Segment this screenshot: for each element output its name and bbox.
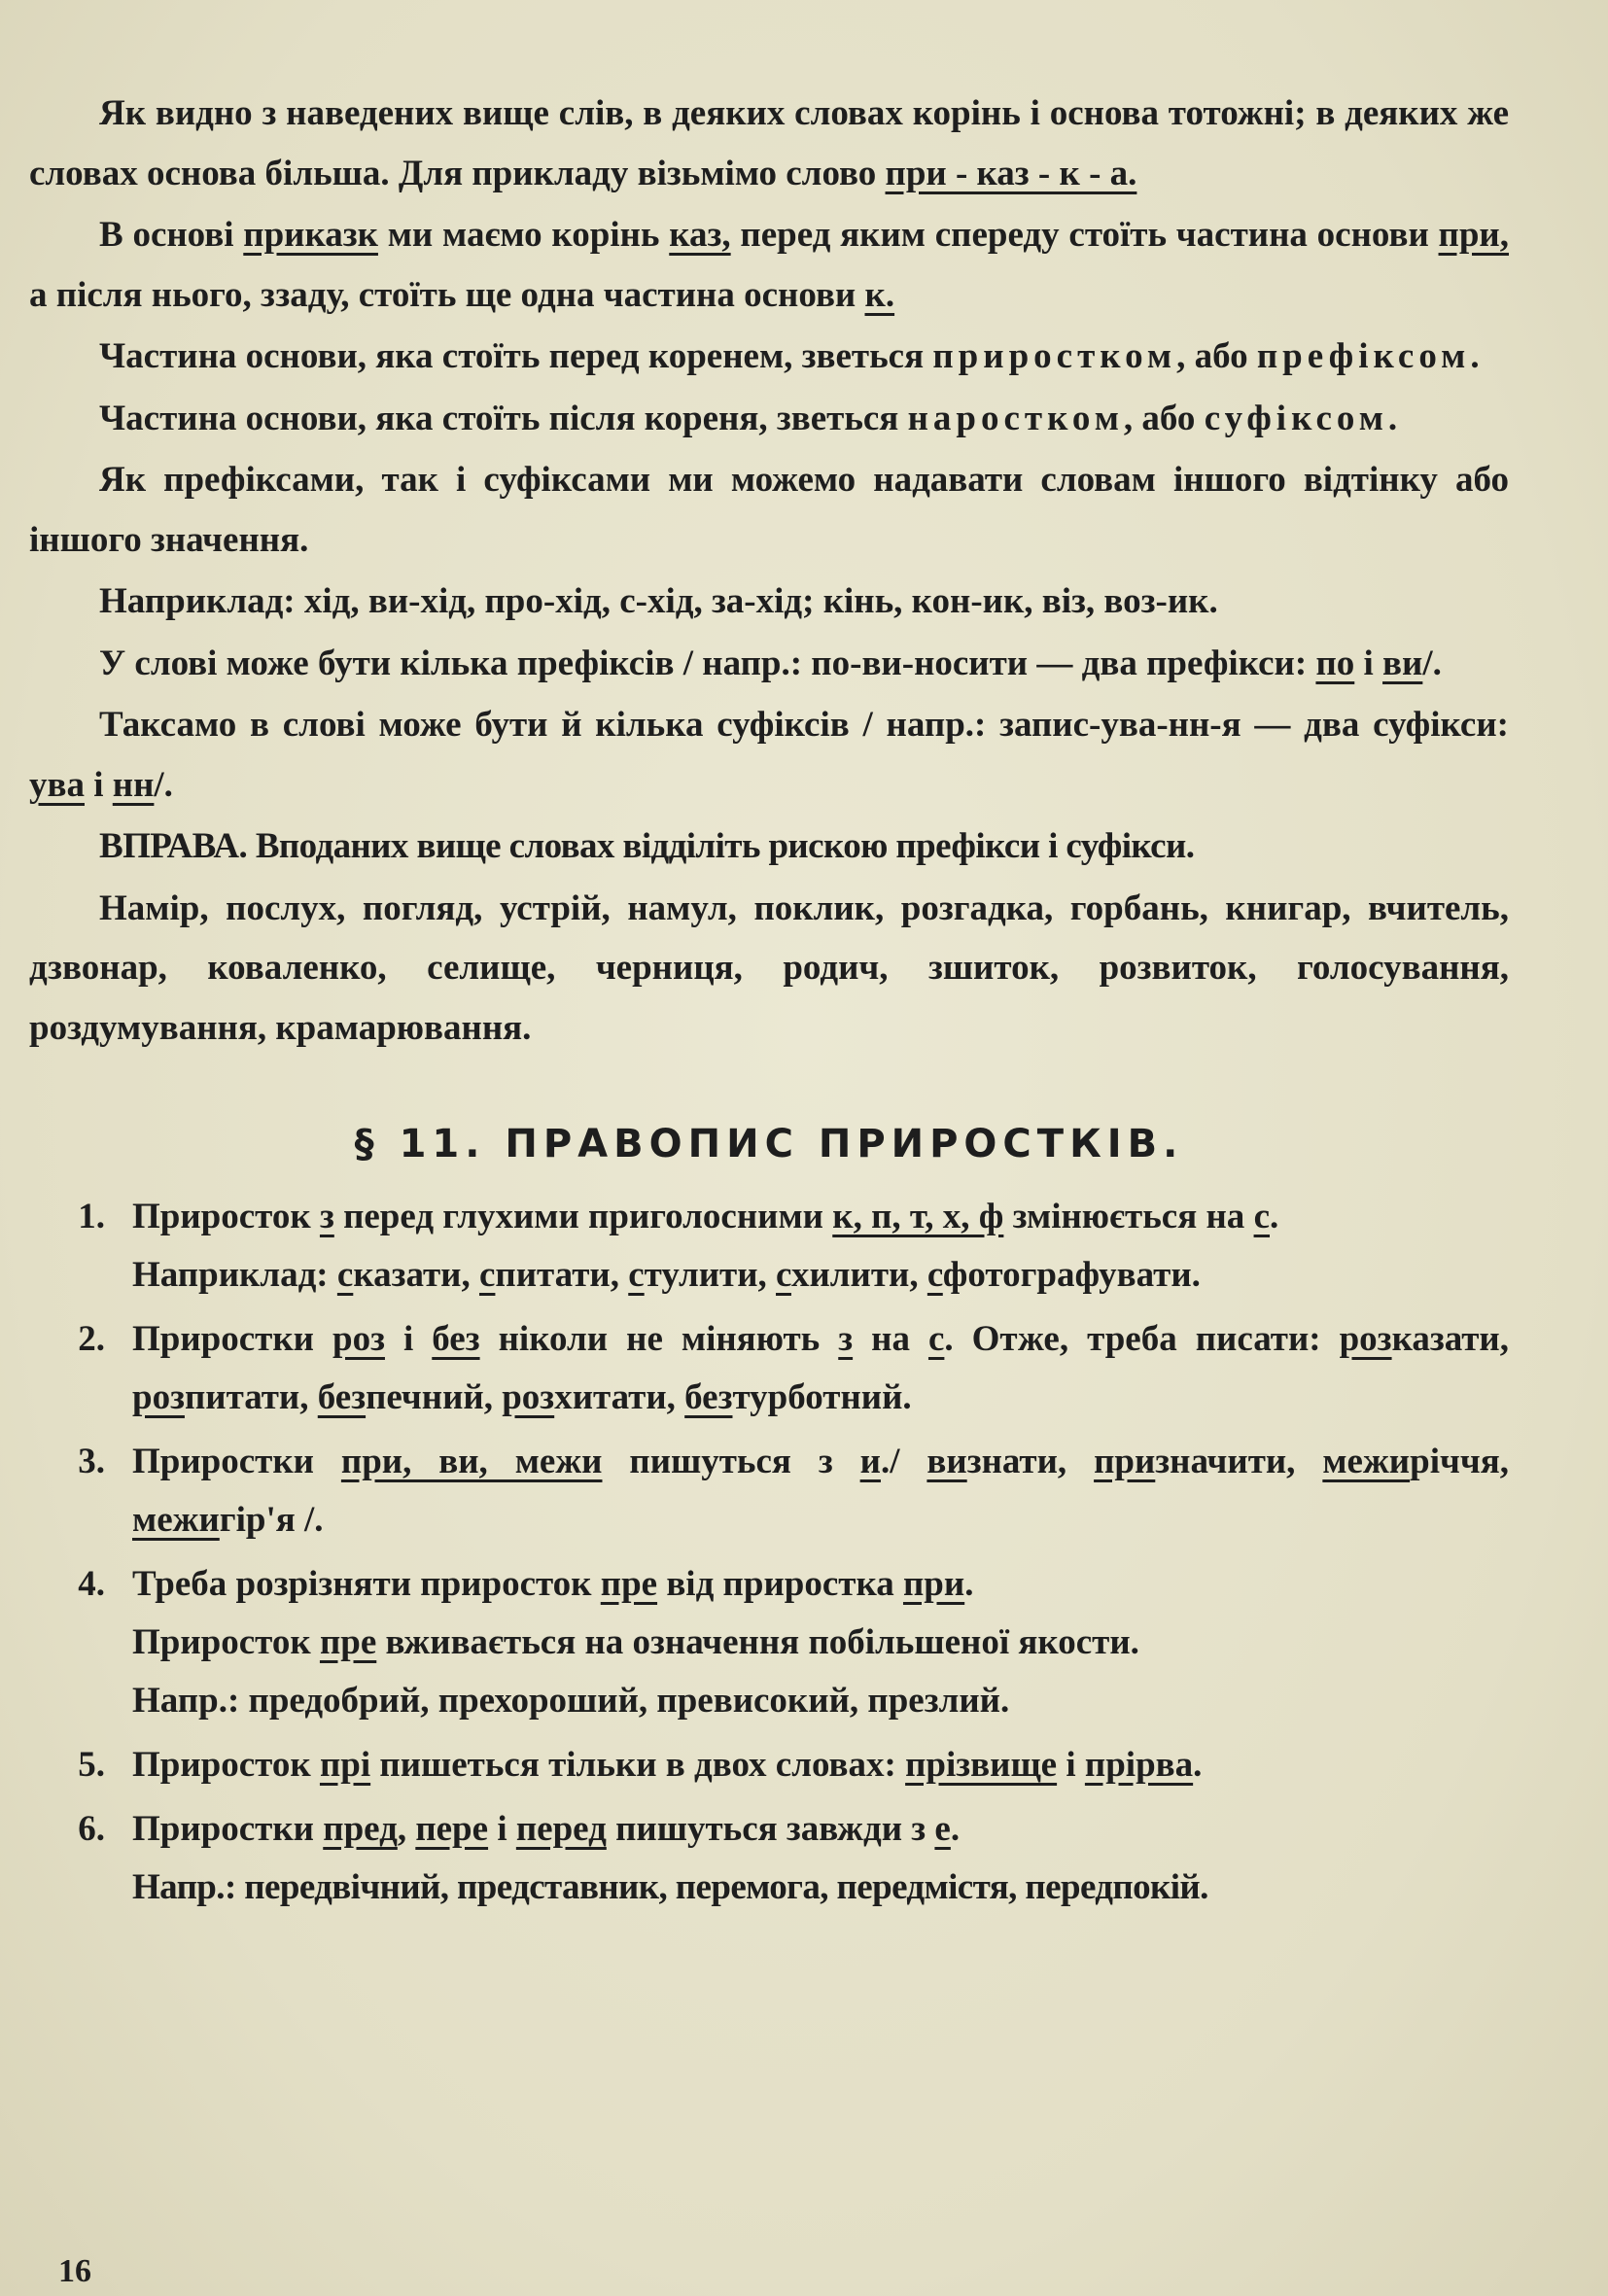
rule-item <box>29 1188 1509 1305</box>
paragraph-4 <box>29 389 1509 449</box>
rule-item <box>29 1800 1509 1917</box>
rule-line: Наприклад: сказати, спитати, стулити, схилити, сфотографувати. <box>132 1255 1201 1295</box>
rule-line: Приростки пред, пере і перед пишуться завжди з е. <box>132 1809 961 1849</box>
paragraph-5: Як префіксами, так і суфіксами ми можемо надавати словам іншого відтінку або іншого значення. <box>29 460 1509 560</box>
rule-line: Приростки роз і без ніколи не міняють з на с. Отже, треба писати: розказати, розпитати, безпечний, розхитати, безтурботний. <box>132 1319 1509 1417</box>
rule-line: Треба розрізняти приросток пре від приростка при. <box>132 1564 974 1604</box>
paragraph-3-text: Частина основи, яка стоїть перед коренем, зветься приростком, або префіксом. <box>99 336 1480 376</box>
paragraph-4-text: Частина основи, яка стоїть після кореня, зветься наростком, або суфіксом. <box>99 398 1398 438</box>
section-heading: § 11. ПРАВОПИС ПРИРОСТКІВ. <box>354 1122 1184 1166</box>
rule-number: 6. <box>78 1809 105 1849</box>
paragraph-8 <box>29 695 1509 815</box>
rule-number: 2. <box>78 1319 105 1359</box>
rule-body <box>132 1800 1509 1917</box>
rule-line: Напр.: предобрий, прехороший, превисокий, презлий. <box>132 1681 1010 1721</box>
rule-number: 3. <box>78 1442 105 1481</box>
paragraph-7 <box>29 634 1509 694</box>
paragraph-1 <box>29 84 1509 203</box>
rule-line: Напр.: передвічний, представник, перемога, передмістя, передпокій. <box>132 1867 1208 1907</box>
paragraph-2-text: В основі приказк ми маємо корінь каз, перед яким спереду стоїть частина основи при, а після нього, ззаду, стоїть ще одна частина основи к. <box>29 215 1509 315</box>
page-number: 16 <box>58 2253 91 2289</box>
rule-body <box>132 1188 1509 1305</box>
rule-line: Приросток з перед глухими приголосними к, п, т, х, ф змінюється на с. <box>132 1197 1279 1236</box>
paragraph-3 <box>29 327 1509 387</box>
rule-number: 4. <box>78 1564 105 1604</box>
paragraph-8-text: Таксамо в слові може бути й кілька суфіксів / напр.: запис-ува-нн-я — два суфікси: ува і нн/. <box>29 705 1509 805</box>
paragraph-6: Наприклад: хід, ви-хід, про-хід, с-хід, за-хід; кінь, кон-ик, віз, воз-ик. <box>99 581 1218 621</box>
rules-list <box>29 1188 1509 1917</box>
rule-item <box>29 1310 1509 1427</box>
paragraph-1-text: Як видно з наведених вище слів, в деяких словах корінь і основа тотожні; в деяких же словах основа більша. Для прикладу візьмімо слово при - каз - к - а. <box>29 93 1509 193</box>
rule-item <box>29 1736 1509 1794</box>
rule-item <box>29 1555 1509 1730</box>
rule-body <box>132 1555 1509 1730</box>
rule-line: Приросток прі пишеться тільки в двох словах: прізвище і прірва. <box>132 1745 1203 1785</box>
rule-line: Приростки при, ви, межи пишуться з и./ визнати, призначити, межиріччя, межигір'я /. <box>132 1442 1509 1540</box>
rule-number: 1. <box>78 1197 105 1236</box>
rule-line: Приросток пре вживається на означення побільшеної якости. <box>132 1622 1139 1662</box>
rule-item <box>29 1433 1509 1549</box>
rule-number: 5. <box>78 1745 105 1785</box>
paragraph-2 <box>29 205 1509 325</box>
exercise-words: Намір, послух, погляд, устрій, намул, поклик, розгадка, горбань, книгар, вчитель, дзвонар, коваленко, селище, черниця, родич, зшиток, розвиток, голосування, роздумування, крамарювання. <box>29 887 1509 1048</box>
rule-body <box>132 1310 1509 1427</box>
rule-body <box>132 1736 1509 1794</box>
exercise-title: ВПРАВА. Вподаних вище словах відділіть рискою префікси і суфікси. <box>99 826 1195 866</box>
paragraph-7-text: У слові може бути кілька префіксів / напр.: по-ви-носити — два префікси: по і ви/. <box>99 643 1442 683</box>
rule-body <box>132 1433 1509 1549</box>
